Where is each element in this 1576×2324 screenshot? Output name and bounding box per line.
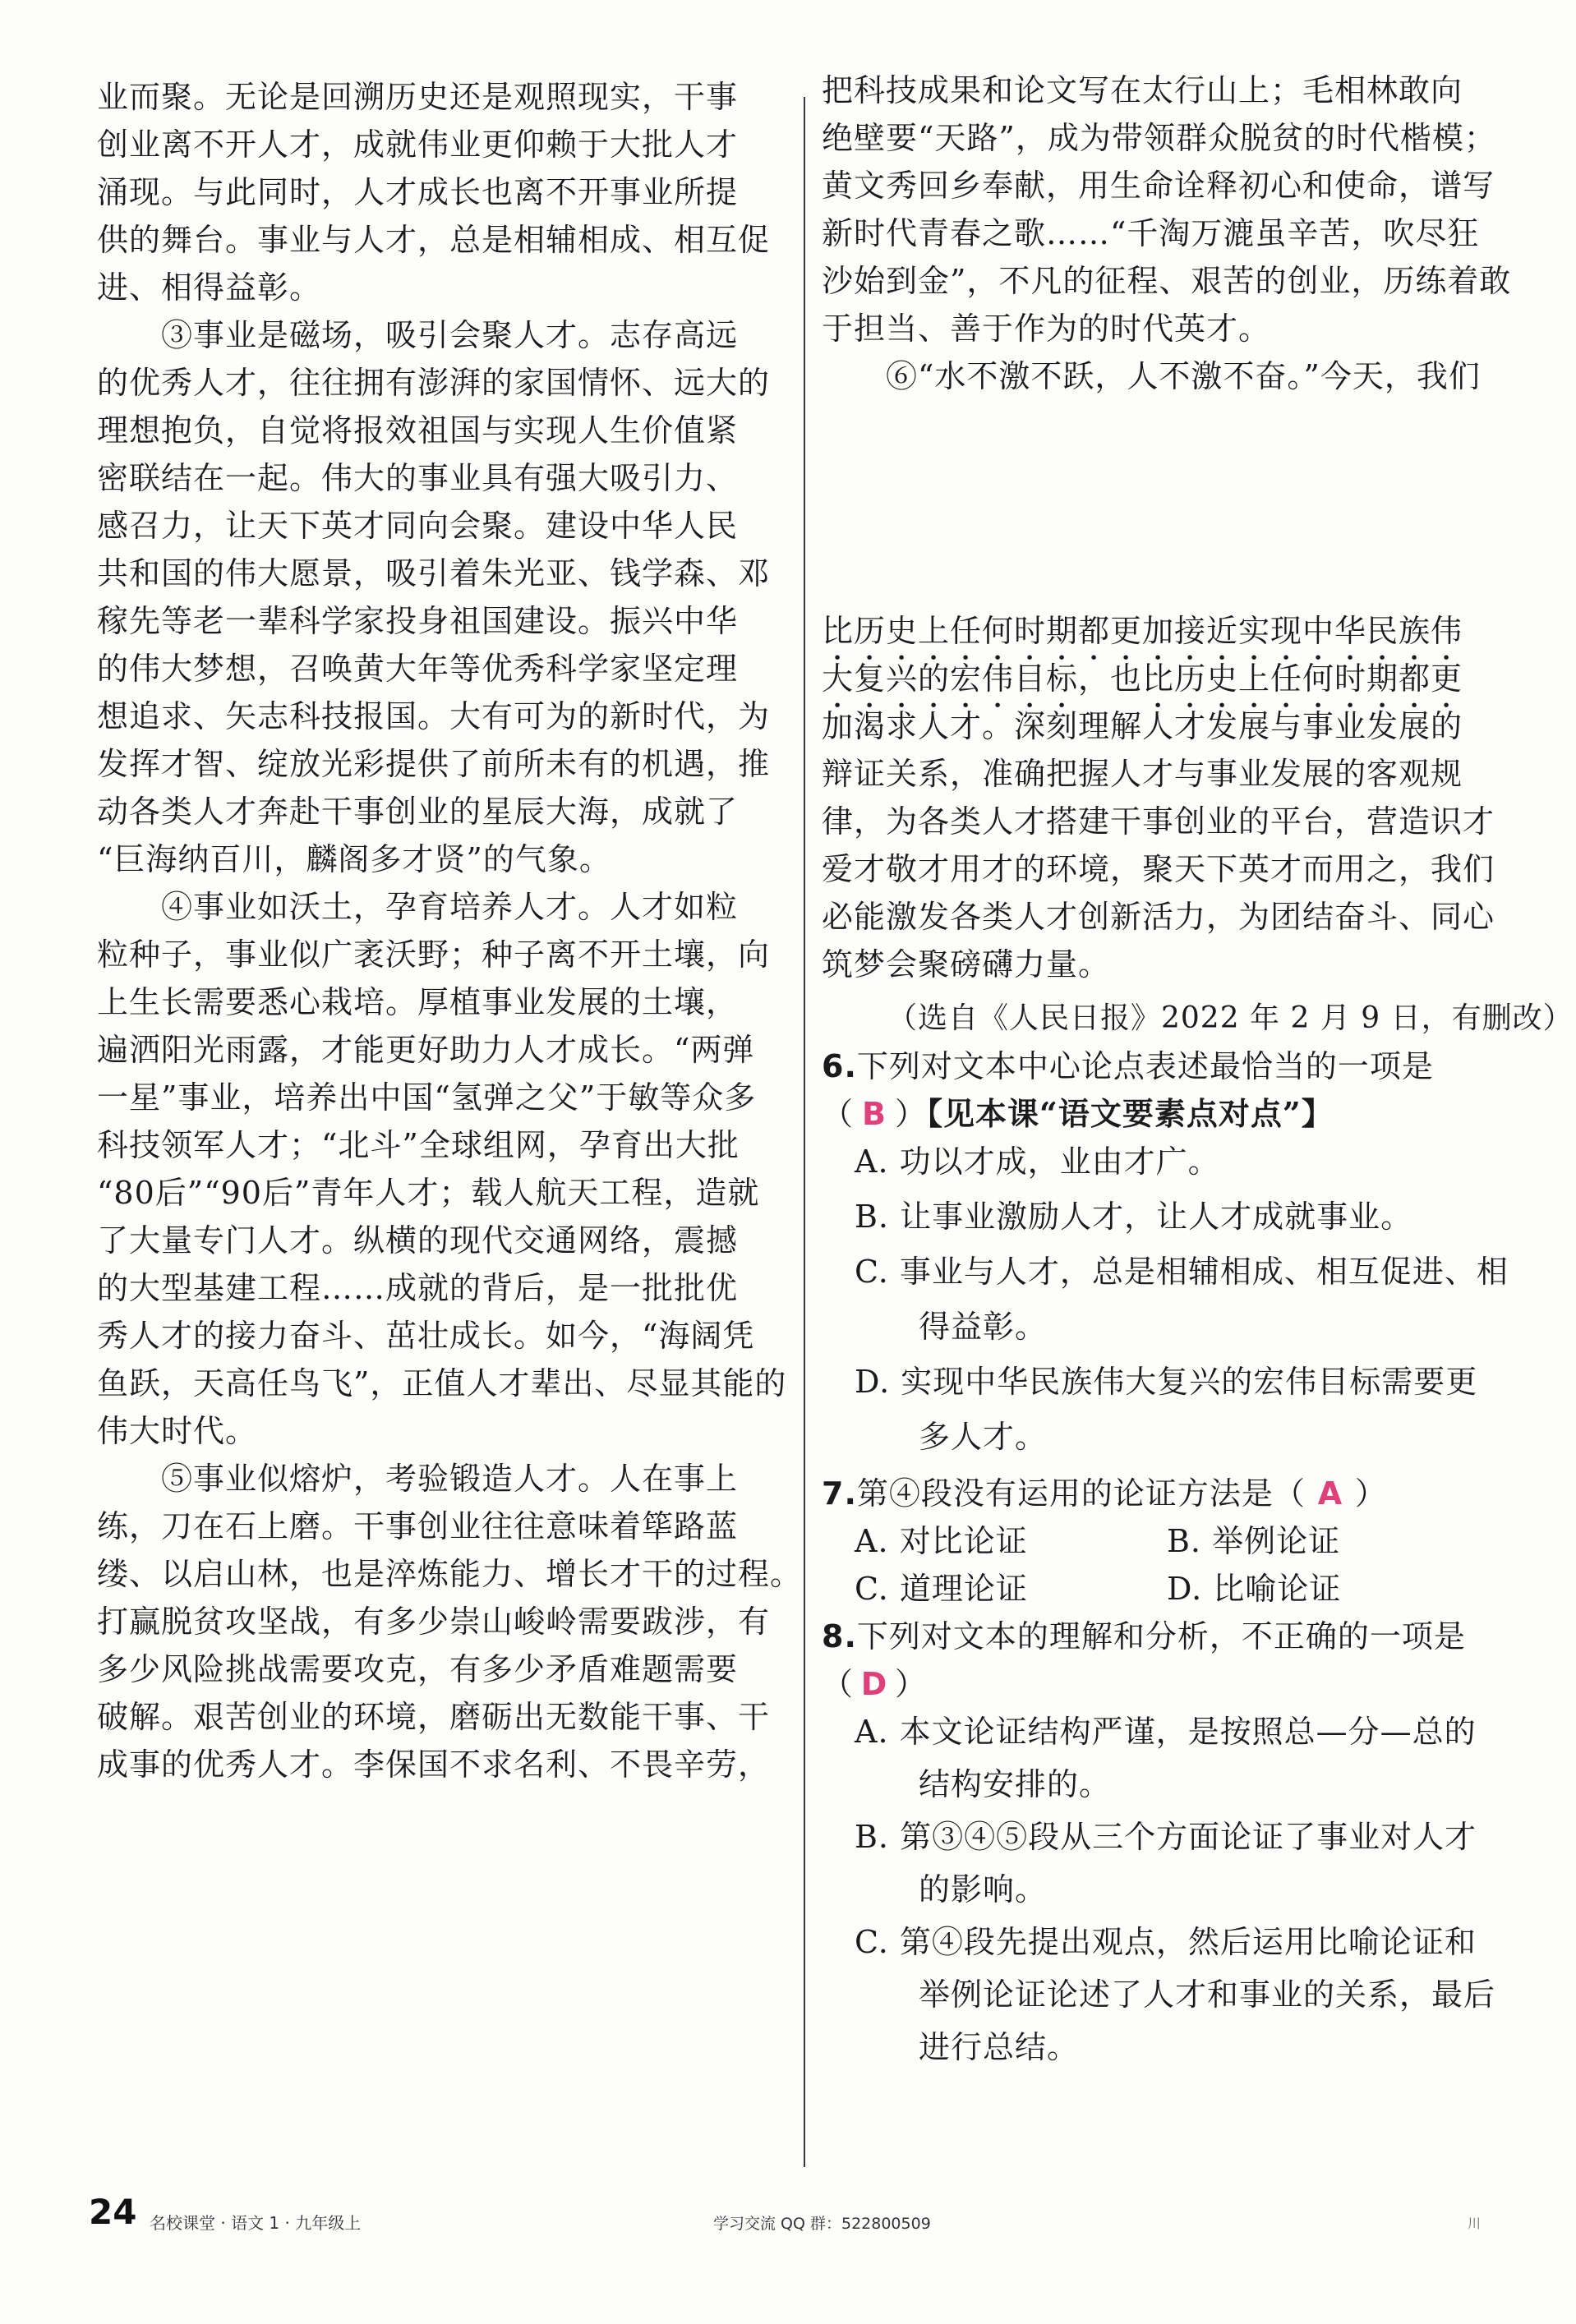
passage-line: 把科技成果和论文写在太行山上；毛相林敢向 (822, 72, 1463, 108)
passage-line: 供的舞台。事业与人才，总是相辅相成、相互促 (97, 222, 771, 258)
question-number: 7. (822, 1475, 857, 1512)
passage-line: 多少风险挑战需要攻克，有多少矛盾难题需要 (97, 1651, 739, 1687)
question-6-option: A. 功以才成，业由才广。 (855, 1144, 1220, 1180)
question-6-option: C. 事业与人才，总是相辅相成、相互促进、相 (855, 1254, 1509, 1290)
emphasized-text: 大复兴的宏伟目标 (822, 660, 1079, 697)
question-6-option: 得益彰。 (855, 1309, 1048, 1345)
passage-line: 沙始到金”，不凡的征程、艰苦的创业，历练着敢 (822, 263, 1512, 299)
passage-line: 科技领军人才；“北斗”全球组网，孕育出大批 (97, 1127, 740, 1163)
question-8-option: C. 第④段先提出观点，然后运用比喻论证和 (855, 1924, 1477, 1960)
question-7-stem (822, 1470, 1387, 1516)
question-8-option: B. 第③④⑤段从三个方面论证了事业对人才 (855, 1819, 1477, 1855)
passage-line: 业而聚。无论是回溯历史还是观照现实，干事 (97, 79, 739, 115)
passage-line: 伟大时代。 (97, 1413, 258, 1449)
question-6-stem (822, 1043, 1434, 1089)
answer-mark: B (862, 1096, 887, 1132)
passage-line: 黄文秀回乡奉献，用生命诠释初心和使命，谱写 (822, 168, 1495, 204)
passage-line: 上生长需要悉心栽培。厚植事业发展的土壤， (97, 984, 739, 1020)
source-citation: （选自《人民日报》2022 年 2 月 9 日，有删改） (887, 1001, 1574, 1035)
passage-line: 感召力，让天下英才同向会聚。建设中华人民 (97, 508, 739, 544)
question-8-answer-line (822, 1661, 927, 1707)
answer-mark: A (1317, 1475, 1343, 1512)
question-8-option: 的影响。 (855, 1871, 1048, 1908)
question-6-answer-line (822, 1091, 1334, 1137)
question-text: 第④段没有运用的论证方法是（ (856, 1475, 1306, 1512)
passage-line: ⑤事业似熔炉，考验锻造人才。人在事上 (97, 1461, 739, 1497)
passage-line: 的大型基建工程……成就的背后，是一批批优 (97, 1270, 739, 1306)
passage-line: 绝壁要“天路”，成为带领群众脱贫的时代楷模； (822, 120, 1496, 156)
passage-line: 一星”事业，培养出中国“氢弹之父”于敏等众多 (97, 1079, 757, 1116)
question-8-option: 进行总结。 (855, 2029, 1080, 2065)
passage-line: 鱼跃，天高任鸟飞”，正值人才辈出、尽显其能的 (97, 1365, 787, 1401)
page-number: 24 (89, 2192, 137, 2232)
passage-line: 进、相得益彰。 (97, 269, 322, 306)
paren-close: ） (895, 1096, 928, 1132)
passage-line: 于担当、善于作为的时代英才。 (822, 311, 1271, 347)
passage-line: 律，为各类人才搭建干事创业的平台，营造识才 (822, 803, 1495, 840)
paren-open: （ (822, 1666, 855, 1702)
column-divider (804, 97, 805, 2167)
question-text: 下列对文本中心论点表述最恰当的一项是 (856, 1048, 1434, 1084)
paren-close: ） (1354, 1475, 1387, 1512)
passage-line: 想追求、矢志科技报国。大有可为的新时代，为 (97, 698, 771, 734)
passage-line: 加渴求人才。深刻理解人才发展与事业发展的 (822, 708, 1463, 744)
question-text: 下列对文本的理解和分析，不正确的一项是 (856, 1618, 1466, 1654)
passage-line: “80后”“90后”青年人才；载人航天工程，造就 (97, 1175, 760, 1211)
paren-close: ） (895, 1666, 928, 1702)
passage-line: “巨海纳百川，麟阁多才贤”的气象。 (97, 841, 611, 877)
question-8-stem (822, 1613, 1466, 1659)
passage-line: 必能激发各类人才创新活力，为团结奋斗、同心 (822, 899, 1495, 935)
passage-line: 粒种子，事业似广袤沃野；种子离不开土壤，向 (97, 937, 771, 973)
passage-line: 破解。艰苦创业的环境，磨砺出无数能干事、干 (97, 1699, 771, 1735)
question-6-option: B. 让事业激励人才，让人才成就事业。 (855, 1199, 1413, 1235)
passage-line: 创业离不开人才，成就伟业更仰赖于大批人才 (97, 127, 739, 163)
question-number: 8. (822, 1618, 857, 1654)
passage-line: 了大量专门人才。纵横的现代交通网络，震撼 (97, 1222, 739, 1259)
footer-book-title: 名校课堂 · 语文 1 · 九年级上 (150, 2213, 362, 2233)
question-number: 6. (822, 1048, 857, 1084)
passage-line: 筑梦会聚磅礴力量。 (822, 946, 1111, 983)
passage-line: 辩证关系，准确把握人才与事业发展的客观规 (822, 756, 1463, 792)
question-8-option: 举例论证论述了人才和事业的关系，最后 (855, 1977, 1496, 2013)
passage-line: 遍洒阳光雨露，才能更好助力人才成长。“两弹 (97, 1032, 755, 1068)
passage-line: 稼先等老一辈科学家投身祖国建设。振兴中华 (97, 603, 739, 639)
paren-open: （ (822, 1096, 855, 1132)
passage-line: 爱才敬才用才的环境，聚天下英才而用之，我们 (822, 851, 1495, 887)
passage-line: 的伟大梦想，召唤黄大年等优秀科学家坚定理 (97, 651, 739, 687)
emphasized-text: 比历史上任何时期都更 (1142, 660, 1463, 697)
passage-line: ③事业是磁场，吸引会聚人才。志存高远 (97, 317, 739, 353)
passage-line: 秀人才的接力奋斗、茁壮成长。如今，“海阔凭 (97, 1318, 755, 1354)
emphasized-text: 比历史上任何时期都更加接近实现中华民族伟 (822, 613, 1463, 649)
lesson-note: 【见本课“语文要素点对点”】 (927, 1095, 1334, 1132)
footer-qq-group: 学习交流 QQ 群：522800509 (713, 2215, 931, 2233)
passage-text: ，也 (1078, 660, 1143, 697)
passage-line: 新时代青春之歌……“千淘万漉虽辛苦，吹尽狂 (822, 215, 1480, 251)
question-7-option-b: B. 举例论证 (1167, 1523, 1341, 1559)
question-7-option-c: C. 道理论证 (855, 1571, 1028, 1607)
passage-line: 发挥才智、绽放光彩提供了前所未有的机遇，推 (97, 746, 771, 782)
question-8-option: A. 本文论证结构严谨，是按照总—分—总的 (855, 1714, 1477, 1750)
answer-mark: D (860, 1666, 888, 1702)
question-6-option: D. 实现中华民族伟大复兴的宏伟目标需要更 (855, 1364, 1478, 1400)
passage-line: 的优秀人才，往往拥有澎湃的家国情怀、远大的 (97, 365, 771, 401)
passage-line: 涌现。与此同时，人才成长也离不开事业所提 (97, 174, 739, 210)
question-8-option: 结构安排的。 (855, 1766, 1112, 1802)
question-7-option-d: D. 比喻论证 (1167, 1571, 1342, 1607)
question-7-option-a: A. 对比论证 (855, 1523, 1028, 1559)
passage-line: 理想抱负，自觉将报效祖国与实现人生价值紧 (97, 412, 739, 449)
passage-line: 成事的优秀人才。李保国不求名利、不畏辛劳， (97, 1746, 771, 1783)
passage-line: 动各类人才奔赴干事创业的星辰大海，成就了 (97, 794, 739, 830)
question-6-option: 多人才。 (855, 1419, 1048, 1455)
passage-line: ④事业如沃土，孕育培养人才。人才如粒 (97, 889, 739, 925)
passage-line: 缕、以启山林，也是淬炼能力、增长才干的过程。 (97, 1556, 803, 1592)
passage-line: 打赢脱贫攻坚战，有多少崇山峻岭需要跋涉，有 (97, 1604, 771, 1640)
passage-line: 练，刀在石上磨。干事创业往往意味着筚路蓝 (97, 1508, 739, 1544)
passage-line: 共和国的伟大愿景，吸引着朱光亚、钱学森、邓 (97, 555, 771, 591)
passage-line: 密联结在一起。伟大的事业具有强大吸引力、 (97, 460, 739, 496)
passage-line: ⑥“水不激不跃，人不激不奋。”今天，我们 (822, 358, 1481, 394)
footer-mark: 川 (1468, 2216, 1482, 2231)
